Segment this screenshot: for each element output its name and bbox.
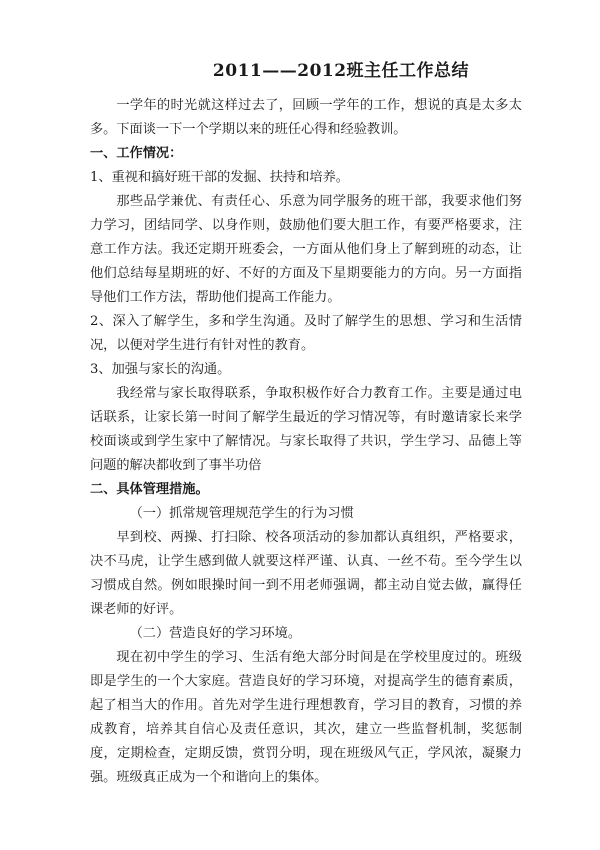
item-3-heading: 3、加强与家长的沟通。 <box>90 362 231 377</box>
subsection-1-heading: （一）抓常规管理规范学生的行为习惯 <box>129 506 354 521</box>
subsection-2-body: 现在初中学生的学习、生活有绝大部分时间是在学校里度过的。班级即是学生的一个大家庭。营造良好的学习环境，对提高学生的德育素质，起了相当大的作用。首先对学生进行理想教育，学习目的教育，习惯的养成教育，培养其自信心及责任意识，其次，建立一些监督机制，奖惩制度，定期检查，定期反馈，赏罚分明，现在班级风气正，学风浓，凝聚力强。班级真正成为一个和谐向上的集体。 <box>90 650 522 785</box>
subsection-2-heading: （二）营造良好的学习环境。 <box>129 626 302 641</box>
item-2-paragraph: 2、深入了解学生，多和学生沟通。及时了解学生的思想、学习和生活情况，以便对学生进行有针对性的教育。 <box>90 314 522 353</box>
subsection-1-body: 早到校、两操、打扫除、校各项活动的参加都认真组织，严格要求，决不马虎，让学生感到做人就要这样严谨、认真、一丝不苟。至今学生以习惯成自然。例如眼操时间一到不用老师强调，都主动自觉去做，赢得任课老师的好评。 <box>90 530 522 617</box>
document-title: 2011——2012班主任工作总结 <box>212 61 470 81</box>
item-1-body: 那些品学兼优、有责任心、乐意为同学服务的班干部，我要求他们努力学习，团结同学、以身作则，鼓励他们要大胆工作，有要严格要求，注意工作方法。我还定期开班委会，一方面从他们身上了解到班的动态，让他们总结每星期班的好、不好的方面及下星期要能力的方向。另一方面指导他们工作方法，帮助他们提高工作能力。 <box>90 194 522 305</box>
item-1-heading: 1、重视和搞好班干部的发掘、扶持和培养。 <box>90 170 349 185</box>
intro-paragraph: 一学年的时光就这样过去了，回顾一学年的工作，想说的真是太多太多。下面谈一下一个学期以来的班任心得和经验教训。 <box>90 98 522 137</box>
section-1-heading: 一、工作情况： <box>90 146 183 161</box>
document-page <box>90 60 522 790</box>
section-2-heading: 二、具体管理措施。 <box>90 482 209 497</box>
item-3-body: 我经常与家长取得联系，争取积极作好合力教育工作。主要是通过电话联系，让家长第一时间了解学生最近的学习情况等，有时邀请家长来学校面谈或到学生家中了解情况。与家长取得了共识，学生学习、品德上等问题的解决都收到了事半功倍 <box>90 386 522 473</box>
